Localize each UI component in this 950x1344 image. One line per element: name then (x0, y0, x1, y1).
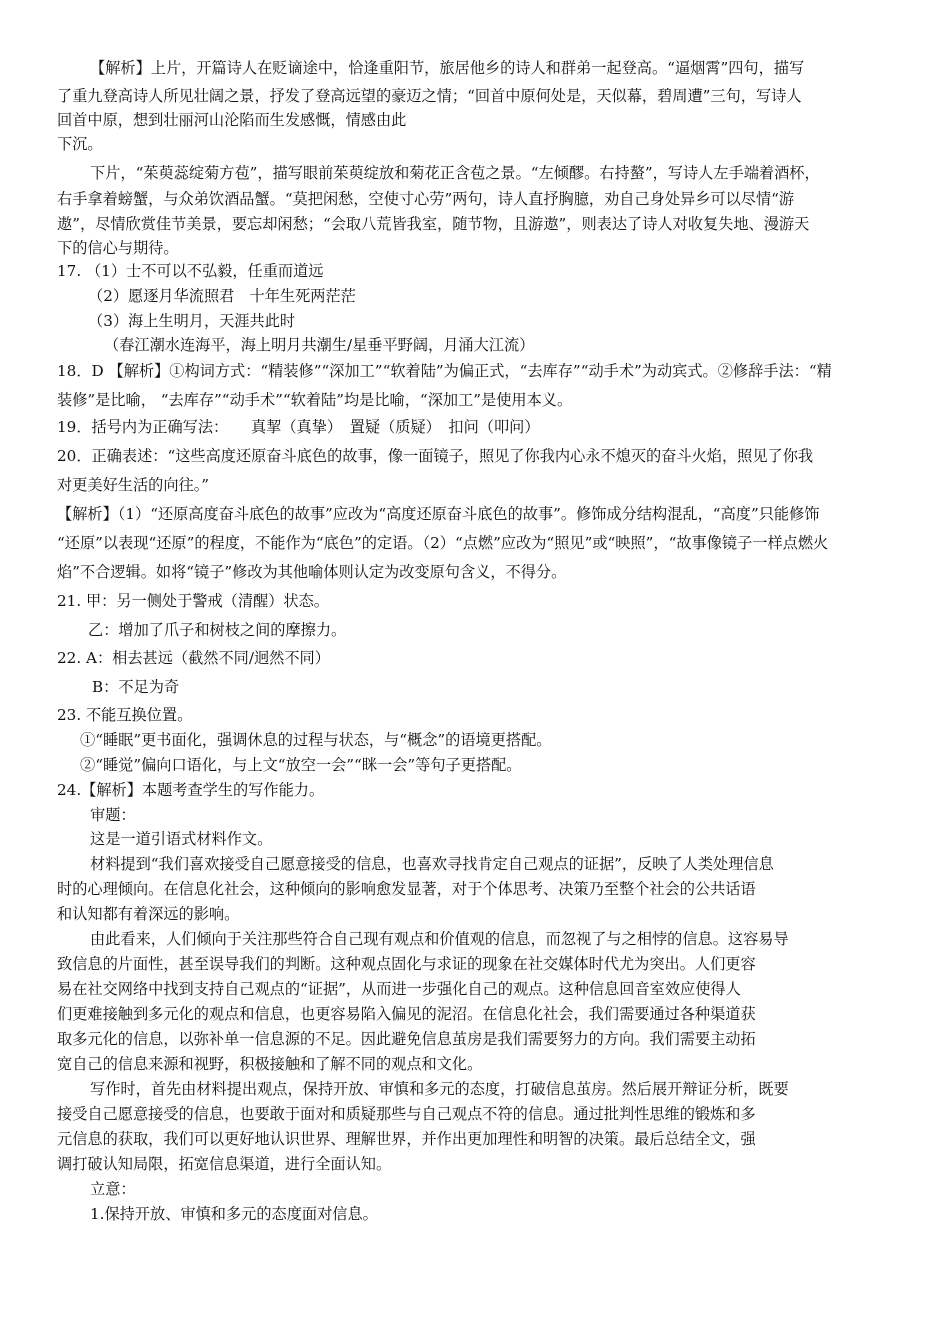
text-line: 了重九登高诗人所见壮阔之景，抒发了登高远望的豪迈之情；“回首中原何处是，天似幕，碧周遭”三句，写诗人 (57, 87, 802, 105)
answer-17-3: （3）海上生明月，天涯共此时 (88, 312, 296, 330)
text-line: 装修”是比喻， “去库存”“动手术”“软着陆”均是比喻，“深加工”是使用本义。 (57, 391, 573, 409)
text-line: 回首中原，想到壮丽河山沦陷而生发感慨，情感由此 (57, 111, 407, 129)
text-line: 致信息的片面性，甚至误导我们的判断。这种观点固化与求证的现象在社交媒体时代尤为突出。人们更容 (57, 955, 756, 973)
answer-17-alt: （春江潮水连海平，海上明月共潮生/星垂平野阔，月涌大江流） (104, 336, 535, 354)
text-line: 【解析】（1）“还原高度奋斗底色的故事”应改为“高度还原奋斗底色的故事”。修饰成分结构混乱，“高度”只能修饰 (57, 505, 820, 523)
answer-22-b: B：不足为奇 (92, 678, 180, 696)
text-line: 右手拿着螃蟹，与众弟饮酒品蟹。“莫把闲愁，空使寸心劳”两句，诗人直抒胸臆，劝自己身处异乡可以尽情“游 (57, 190, 795, 208)
answer-23-2: ②“睡觉”偏向口语化，与上文“放空一会”“眯一会”等句子更搭配。 (80, 756, 522, 774)
text-line: 写作时，首先由材料提出观点，保持开放、审慎和多元的态度，打破信息茧房。然后展开辩证分析，既要 (90, 1080, 789, 1098)
answer-20: 20．正确表述：“这些高度还原奋斗底色的故事，像一面镜子，照见了你我内心永不熄灭的奋斗火焰，照见了你我 (57, 447, 814, 465)
answer-17-2: （2）愿逐月华流照君 十年生死两茫茫 (88, 287, 356, 305)
text-line: 焰”不合逻辑。如将“镜子”修改为其他喻体则认定为改变原句含义，不得分。 (57, 563, 567, 581)
text-line: “还原”以表现“还原”的程度，不能作为“底色”的定语。（2）“点燃”应改为“照见”或“映照”，“故事像镜子一样点燃火 (57, 534, 829, 552)
text-line: 材料提到“我们喜欢接受自己愿意接受的信息，也喜欢寻找肯定自己观点的证据”，反映了人类处理信息 (90, 855, 774, 873)
text-line: 对更美好生活的向往。” (57, 476, 210, 494)
text-line: 接受自己愿意接受的信息，也要敢于面对和质疑那些与自己观点不符的信息。通过批判性思维的锻炼和多 (57, 1105, 756, 1123)
text-line: 取多元化的信息，以弥补单一信息源的不足。因此避免信息茧房是我们需要努力的方向。我们需要主动拓 (57, 1030, 756, 1048)
text-line: 和认知都有着深远的影响。 (57, 905, 240, 923)
answer-18: 18．D 【解析】①构词方式：“精装修”“深加工”“软着陆”为偏正式，“去库存”“动手术”为动宾式。②修辞手法：“精 (57, 362, 832, 380)
answer-21-b: 乙：增加了爪子和树枝之间的摩擦力。 (88, 621, 347, 639)
text-line: 们更难接触到多元化的观点和信息，也更容易陷入偏见的泥沼。在信息化社会，我们需要通过各种渠道获 (57, 1005, 756, 1023)
section-heading: 审题： (90, 806, 136, 824)
text-line: 元信息的获取，我们可以更好地认识世界、理解世界，并作出更加理性和明智的决策。最后总结全文，强 (57, 1130, 756, 1148)
text-line: 遨”，尽情欣赏佳节美景，要忘却闲愁；“会取八荒皆我室，随节物，且游遨”，则表达了诗人对收复失地、漫游天 (57, 215, 810, 233)
text-line: 下沉。 (57, 135, 103, 153)
text-line: 时的心理倾向。在信息化社会，这种倾向的影响愈发显著，对于个体思考、决策乃至整个社会的公共话语 (57, 880, 756, 898)
text-line: 由此看来，人们倾向于关注那些符合自己现有观点和价值观的信息，而忽视了与之相悖的信息。这容易导 (90, 930, 789, 948)
answer-23-1: ①“睡眠”更书面化，强调休息的过程与状态，与“概念”的语境更搭配。 (80, 731, 552, 749)
text-line: 易在社交网络中找到支持自己观点的“证据”，从而进一步强化自己的观点。这种信息回音室效应使得人 (57, 980, 741, 998)
answer-19: 19．括号内为正确写法： 真挈（真挚） 置疑（质疑） 扣问（叩问） (57, 418, 540, 436)
answer-23: 23. 不能互换位置。 (57, 706, 193, 724)
answer-21: 21. 甲：另一侧处于警戒（清醒）状态。 (57, 592, 329, 610)
answer-24: 24.【解析】本题考查学生的写作能力。 (57, 781, 325, 799)
text-line: 下的信心与期待。 (57, 239, 179, 257)
answer-17: 17. （1）士不可以不弘毅，任重而道远 (57, 262, 324, 280)
text-line: 【解析】上片，开篇诗人在贬谪途中，恰逢重阳节，旅居他乡的诗人和群弟一起登高。“逼烟霄”四句，描写 (90, 59, 805, 77)
text-line: 1.保持开放、审慎和多元的态度面对信息。 (90, 1205, 378, 1223)
text-line: 下片，“茱萸蕊绽菊方苞”，描写眼前茱萸绽放和菊花正含苞之景。“左倾醪。右持螯”，写诗人左手端着酒杯， (90, 164, 820, 182)
section-heading: 立意： (90, 1180, 136, 1198)
answer-22: 22. A：相去甚远（截然不同/迥然不同） (57, 649, 330, 667)
text-line: 调打破认知局限，拓宽信息渠道，进行全面认知。 (57, 1155, 392, 1173)
text-line: 这是一道引语式材料作文。 (90, 830, 273, 848)
text-line: 宽自己的信息来源和视野，积极接触和了解不同的观点和文化。 (57, 1055, 483, 1073)
